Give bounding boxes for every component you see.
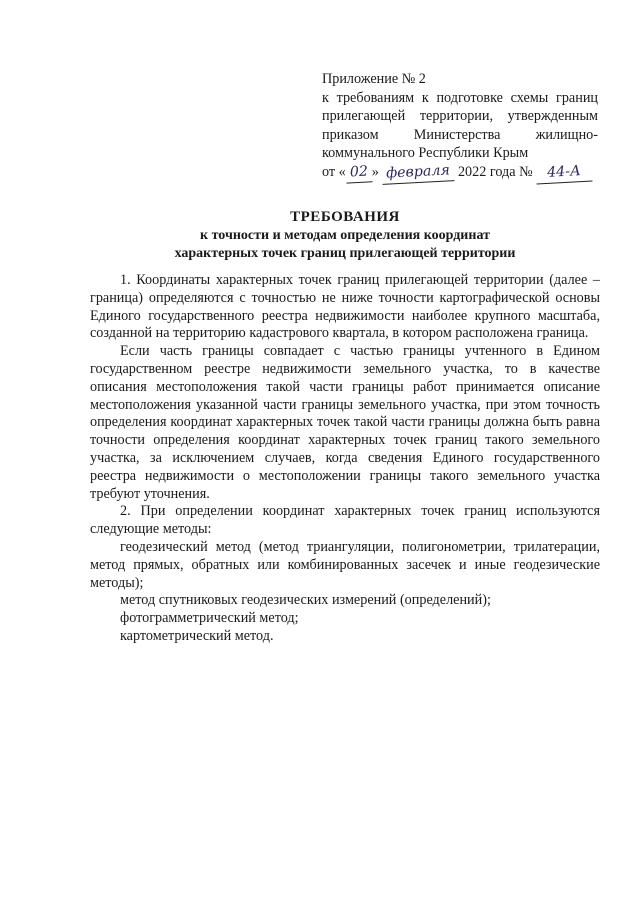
appendix-line-2: прилегающей территории, утвержденным (322, 108, 598, 125)
paragraph-1: 1. Координаты характерных точек границ прилегающей территории (далее – граница) определяются с точностью не ниже точности картографической основы Единого государственного реестра недвижимости наиболее крупного масштаба, созданной на территорию кадастрового квартала, в котором расположена граница. (90, 272, 600, 342)
paragraph-3: 2. При определении координат характерных точек границ используются следующие методы: (90, 503, 600, 538)
method-cartometric: картометрический метод. (120, 627, 274, 644)
appendix-line-3: приказом Министерства жилищно- (322, 126, 598, 143)
appendix-line-1: к требованиям к подготовке схемы границ (322, 89, 598, 106)
method-satellite: метод спутниковых геодезических измерений (определений); (120, 592, 491, 609)
date-prefix: от « (322, 163, 346, 180)
appendix-header (322, 70, 598, 183)
appendix-date-line (322, 163, 598, 183)
date-mid: » (371, 163, 379, 180)
title-subtitle-1: к точности и методам определения координат (200, 228, 490, 243)
document-title (90, 207, 600, 262)
method-geodetic: геодезический метод (метод триангуляции, полигонометрии, трилатерации, метод прямых, обратных или комбинированных засечек и иные геодезические методы); (90, 538, 600, 591)
handwritten-day: 02 (345, 162, 372, 183)
method-photogrammetric: фотограмметрический метод; (120, 610, 299, 627)
title-subtitle-2: характерных точек границ прилегающей территории (174, 245, 516, 261)
appendix-line-4: коммунального Республики Крым (322, 145, 529, 162)
handwritten-month: февраля (382, 161, 455, 184)
appendix-title: Приложение № 2 (322, 71, 426, 87)
document-body (90, 272, 600, 646)
title-main: ТРЕБОВАНИЯ (290, 209, 400, 225)
handwritten-order-number: 44-А (536, 162, 593, 184)
date-year-text: 2022 года № (457, 163, 533, 180)
paragraph-2: Если часть границы совпадает с частью границы учтенного в Едином государственном реестре недвижимости земельного участка, то в качестве описания местоположения такой части границы работ принимается описание местоположения указанной части границы земельного участка, при этом точность определения координат характерных точек такой части границы должна быть равна точности определения координат характерных точек границ такого земельного участка, за исключением случаев, когда сведения Единого государственного реестра недвижимости о местоположении границы такого земельного участка требуют уточнения. (90, 343, 600, 502)
